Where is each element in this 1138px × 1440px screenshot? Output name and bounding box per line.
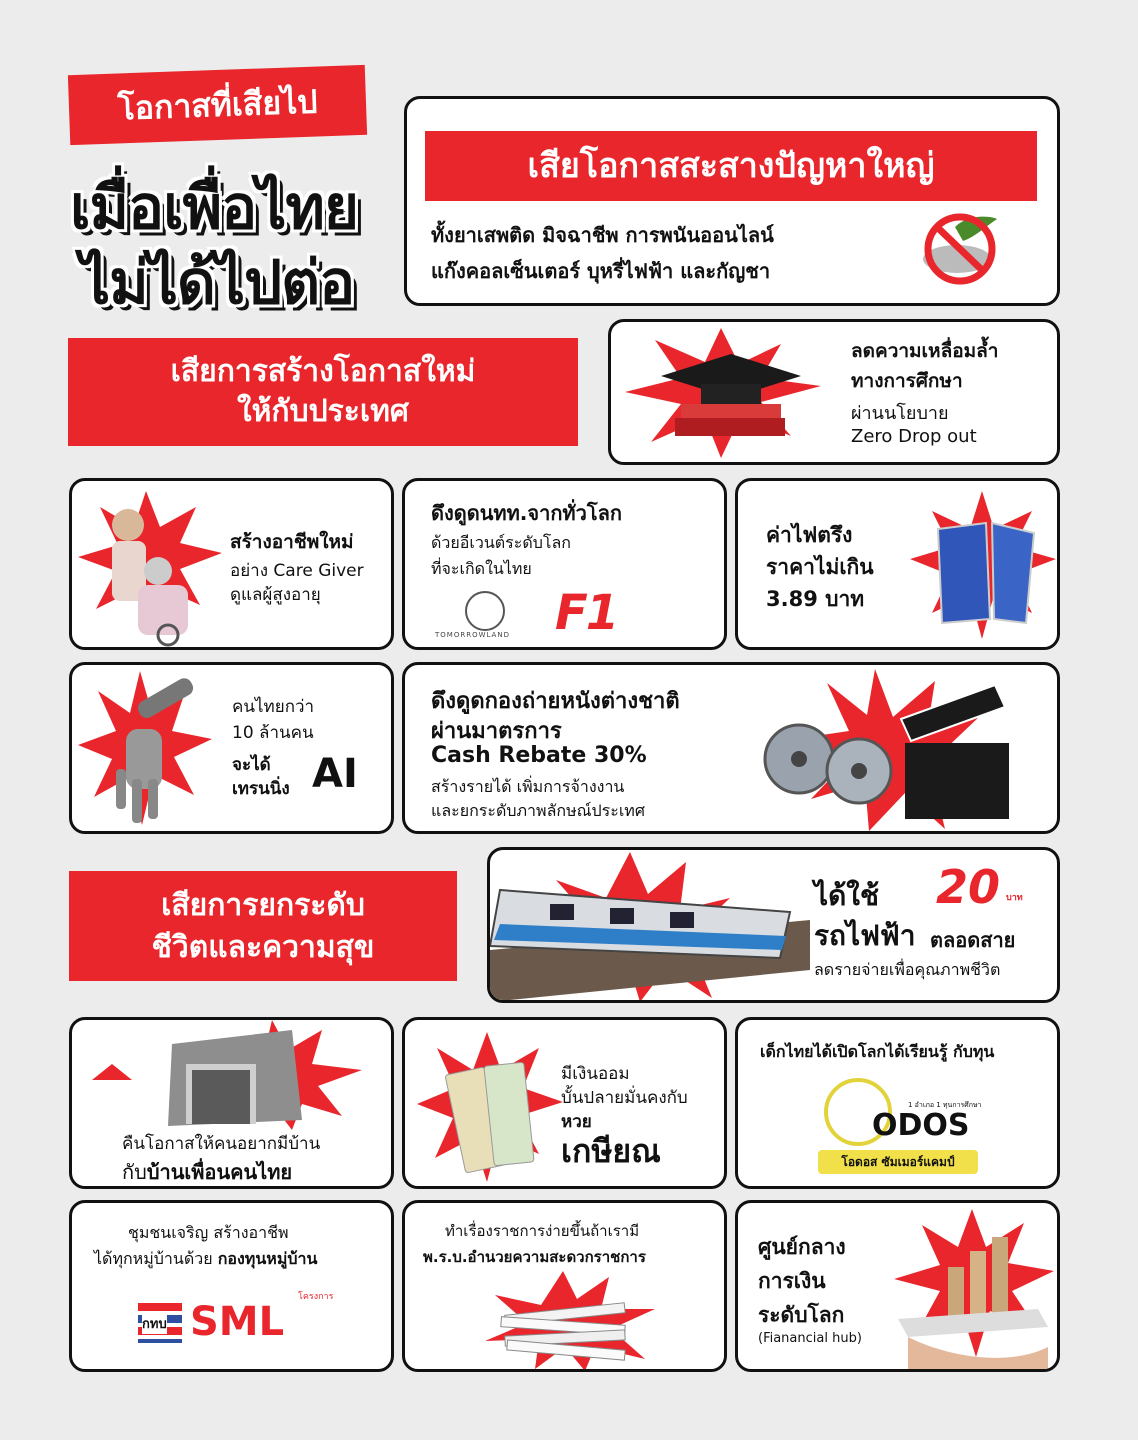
train-line1: ได้ใช้: [814, 879, 879, 912]
caregiver-line3: ดูแลผู้สูงอายุ: [230, 585, 321, 605]
house-icon: [92, 1020, 382, 1130]
header-title-line2: ไม่ได้ไปต่อ: [80, 248, 355, 318]
section1-line1: เสียการสร้างโอกาสใหม่: [170, 354, 476, 389]
lottery-logo: เกษียณ: [561, 1132, 661, 1170]
section2-line2: ชีวิตและความสุข: [151, 930, 375, 965]
electricity-card: [735, 478, 1060, 650]
train-suffix: ตลอดสาย: [930, 928, 1016, 952]
sml-line2-bold: กองทุนหมู่บ้าน: [217, 1249, 318, 1268]
finance-card: [735, 1200, 1060, 1372]
train-card: [487, 847, 1060, 1003]
lottery-card: [402, 1017, 727, 1189]
gov-line1: ทำเรื่องราชการง่ายขึ้นถ้าเรามี: [445, 1222, 640, 1240]
house-line2-bold: บ้านเพื่อนคนไทย: [146, 1160, 293, 1184]
tourism-line2: ด้วยอีเวนต์ระดับโลก: [431, 533, 571, 552]
train-line3: ลดรายจ่ายเพื่อคุณภาพชีวิต: [814, 960, 1001, 979]
odos-logo: ODOS: [872, 1108, 970, 1143]
finance-line2: การเงิน: [758, 1269, 826, 1293]
tourism-card: [402, 478, 727, 650]
film-line2: ผ่านมาตรการ: [431, 719, 562, 744]
ai-line3: จะได้: [232, 755, 271, 775]
problems-heading: เสียโอกาสสะสางปัญหาใหญ่: [425, 131, 1037, 201]
sml-line2: [94, 1247, 317, 1272]
gov-card: [402, 1200, 727, 1372]
tomorrowland-logo-icon: [465, 591, 505, 631]
ai-big: AI: [312, 751, 358, 797]
caregiver-line2: อย่าง Care Giver: [230, 561, 364, 581]
robot-hand-icon: [76, 669, 216, 833]
house-card: [69, 1017, 394, 1189]
film-reel-clapper-icon: [755, 667, 1055, 833]
section2-line1: เสียการยกระดับ: [161, 888, 365, 923]
problems-line2: แก๊งคอลเซ็นเตอร์ บุหรี่ไฟฟ้า และกัญชา: [431, 259, 771, 283]
sml-line2-prefix: ได้ทุกหมู่บ้านด้วย: [94, 1249, 218, 1268]
caregiver-title: สร้างอาชีพใหม่: [230, 531, 354, 553]
header-title-line1: เมื่อเพื่อไทย: [70, 173, 359, 243]
electricity-line3: 3.89 บาท: [766, 587, 865, 611]
film-line1: ดึงดูดกองถ่ายหนังต่างชาติ: [431, 689, 680, 714]
header-tag: โอกาสที่เสียไป: [68, 65, 367, 145]
film-line5: และยกระดับภาพลักษณ์ประเทศ: [431, 801, 645, 820]
electricity-line2: ราคาไม่เกิน: [766, 555, 874, 579]
section2-banner: [69, 871, 457, 981]
f1-logo: F1: [555, 585, 618, 641]
education-line2: ทางการศึกษา: [851, 370, 963, 392]
film-card: [402, 662, 1060, 834]
lottery-line2: บั้นปลายมั่นคงกับ: [561, 1088, 688, 1108]
education-line3: ผ่านนโยบาย: [851, 403, 949, 424]
sml-line1: ชุมชนเจริญ สร้างอาชีพ: [128, 1223, 289, 1242]
train-price: 20: [936, 860, 1001, 914]
house-line2-prefix: กับ: [122, 1160, 147, 1184]
skytrain-icon: [490, 850, 810, 1002]
education-card: [608, 319, 1060, 465]
electricity-line1: ค่าไฟตรึง: [766, 523, 853, 547]
lottery-ticket-icon: [415, 1030, 565, 1186]
train-line2: รถไฟฟ้า: [814, 919, 916, 952]
tourism-line3: ที่จะเกิดในไทย: [431, 559, 532, 578]
lottery-line3: หวย: [561, 1112, 592, 1132]
coins-hand-icon: [888, 1207, 1058, 1371]
ai-line4: เทรนนิ่ง: [232, 779, 290, 799]
section1-line2: ให้กับประเทศ: [237, 394, 409, 429]
solar-panel-icon: [908, 489, 1058, 645]
sml-logo: SML: [190, 1299, 285, 1345]
section1-banner: [68, 338, 578, 446]
tourism-title: ดึงดูดนทท.จากทั่วโลก: [431, 501, 622, 525]
tomorrowland-logo: TOMORROWLAND: [435, 631, 510, 639]
lottery-line1: มีเงินออม: [561, 1064, 630, 1084]
house-line2: [122, 1156, 292, 1188]
odos-small: 1 อำเภอ 1 ทุนการศึกษา: [908, 1101, 982, 1109]
odos-label: โอดอส ซัมเมอร์แคมป์: [818, 1150, 978, 1174]
train-unit: บาท: [1006, 893, 1023, 903]
finance-line1: ศูนย์กลาง: [758, 1235, 846, 1259]
document-stack-icon: [445, 1269, 685, 1371]
no-drugs-icon: [915, 207, 1005, 287]
elderly-care-icon: [76, 487, 226, 647]
finance-line4: (Fianancial hub): [758, 1331, 862, 1346]
caregiver-card: [69, 478, 394, 650]
education-line1: ลดความเหลื่อมล้ำ: [851, 340, 999, 362]
odos-title: เด็กไทยได้เปิดโลกได้เรียนรู้ กับทุน: [760, 1042, 995, 1061]
problems-card: [404, 96, 1060, 306]
gov-line2: พ.ร.บ.อำนวยความสะดวกราชการ: [423, 1248, 646, 1266]
graduation-cap-icon: [621, 326, 831, 462]
sml-logo-small: กทบ: [142, 1313, 167, 1334]
odos-card: [735, 1017, 1060, 1189]
problems-line1: ทั้งยาเสพติด มิจฉาชีพ การพนันออนไลน์: [431, 223, 774, 247]
sml-card: [69, 1200, 394, 1372]
house-line1: คืนโอกาสให้คนอยากมีบ้าน: [122, 1134, 321, 1154]
film-line4: สร้างรายได้ เพิ่มการจ้างงาน: [431, 777, 625, 796]
sml-logo-tag: โครงการ: [298, 1292, 334, 1302]
ai-line1: คนไทยกว่า: [232, 697, 315, 717]
finance-line3: ระดับโลก: [758, 1303, 845, 1327]
film-line3: Cash Rebate 30%: [431, 743, 647, 768]
ai-card: [69, 662, 394, 834]
education-line4: Zero Drop out: [851, 426, 977, 447]
ai-line2: 10 ล้านคน: [232, 723, 314, 743]
